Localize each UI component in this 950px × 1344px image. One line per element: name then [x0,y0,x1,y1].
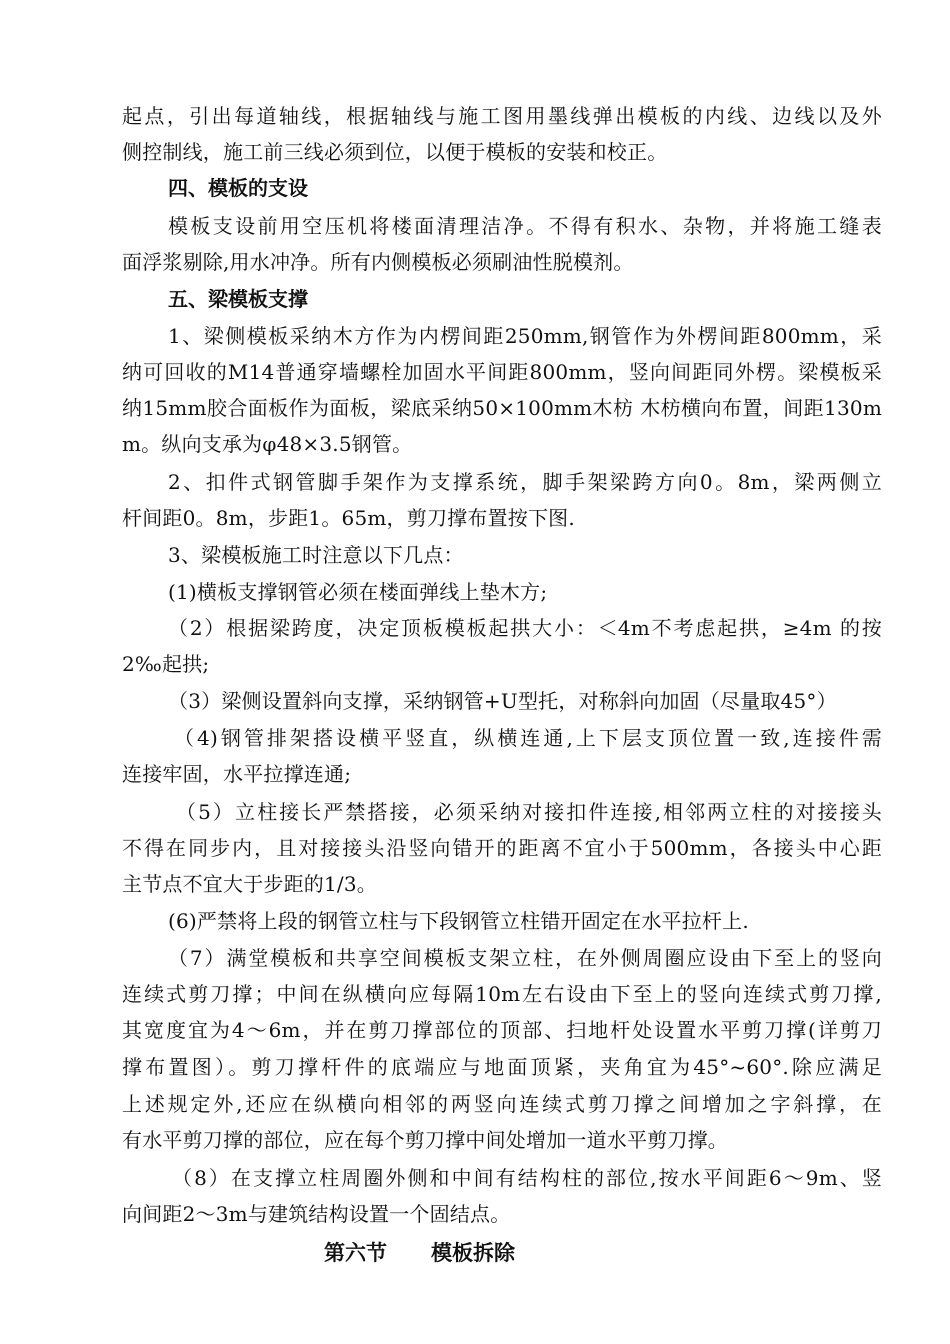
text-line: 不得在同步内，且对接接头沿竖向错开的距离不宜小于500mm，各接头中心距 [122,836,882,860]
text-line: （7）满堂模板和共享空间模板支架立柱，在外侧周圈应设由下至上的竖向 [168,946,882,970]
text-line: m。纵向支承为φ48×3.5钢管。 [122,432,413,456]
text-line: （2）根据梁跨度，决定顶板模板起拱大小：＜4m不考虑起拱，≥4m 的按 [168,616,882,640]
text-line: （3）梁侧设置斜向支撑，采纳钢管+U型托，对称斜向加固（尽量取45°） [168,689,837,713]
section-heading [324,1236,515,1270]
text-line: 模板支设前用空压机将楼面清理洁净。不得有积水、杂物，并将施工缝表 [168,214,882,238]
text-line: （5）立柱接长严禁搭接，必须采纳对接扣件连接,相邻两立柱的对接接头 [176,800,882,824]
text-line: 连续式剪刀撑；中间在纵横向应每隔10m左右设由下至上的竖向连续式剪刀撑, [122,982,882,1006]
text-line: 纳15mm胶合面板作为面板，梁底采纳50×100mm木枋 木枋横向布置，间距130m [122,396,882,420]
text-line: 撑布置图）。剪刀撑杆件的底端应与地面顶紧，夹角宜为45°~60°.除应满足 [122,1055,882,1079]
text-line: 起点，引出每道轴线，根据轴线与施工图用墨线弹出模板的内线、边线以及外 [122,104,882,128]
text-line: 1、梁侧模板采纳木方作为内楞间距250mm,钢管作为外楞间距800mm，采 [168,324,882,348]
section-title: 模板拆除 [431,1240,515,1265]
text-line: (6)严禁将上段的钢管立柱与下段钢管立柱错开固定在水平拉杆上. [168,909,749,933]
text-line: 主节点不宜大于步距的1/3。 [122,872,377,896]
text-line: 上述规定外,还应在纵横向相邻的两竖向连续式剪刀撑之间增加之字斜撑，在 [122,1092,882,1116]
text-line: （8）在支撑立柱周圈外侧和中间有结构柱的部位,按水平间距6～9m、竖 [172,1166,882,1190]
text-line: (1)横板支撑钢管必须在楼面弹线上垫木方; [168,580,548,604]
text-line: 杆间距0。8m，步距1。65m，剪刀撑布置按下图. [122,506,575,530]
text-line: 向间距2～3m与建筑结构设置一个固结点。 [122,1202,511,1226]
heading-four: 四、模板的支设 [168,176,308,200]
text-line: （4)钢管排架搭设横平竖直，纵横连通,上下层支顶位置一致,连接件需 [174,726,882,750]
text-line: 有水平剪刀撑的部位，应在每个剪刀撑中间处增加一道水平剪刀撑。 [122,1128,728,1152]
text-line: 面浮浆剔除,用水冲净。所有内侧模板必须刷油性脱模剂。 [122,250,634,274]
text-line: 纳可回收的M14普通穿墙螺栓加固水平间距800mm，竖向间距同外楞。梁模板采 [122,360,882,384]
text-line: 侧控制线，施工前三线必须到位，以便于模板的安装和校正。 [122,140,668,164]
heading-five: 五、梁模板支撑 [168,287,308,311]
text-line: 2、扣件式钢管脚手架作为支撑系统，脚手架梁跨方向0。8m，梁两侧立 [168,470,882,494]
text-line: 连接牢固，水平拉撑连通; [122,762,352,786]
text-line: 2‰起拱; [122,652,210,676]
section-number: 第六节 [324,1240,387,1265]
text-line: 其宽度宜为4～6m，并在剪刀撑部位的顶部、扫地杆处设置水平剪刀撑(详剪刀 [122,1018,882,1042]
text-line: 3、梁模板施工时注意以下几点： [168,543,464,567]
